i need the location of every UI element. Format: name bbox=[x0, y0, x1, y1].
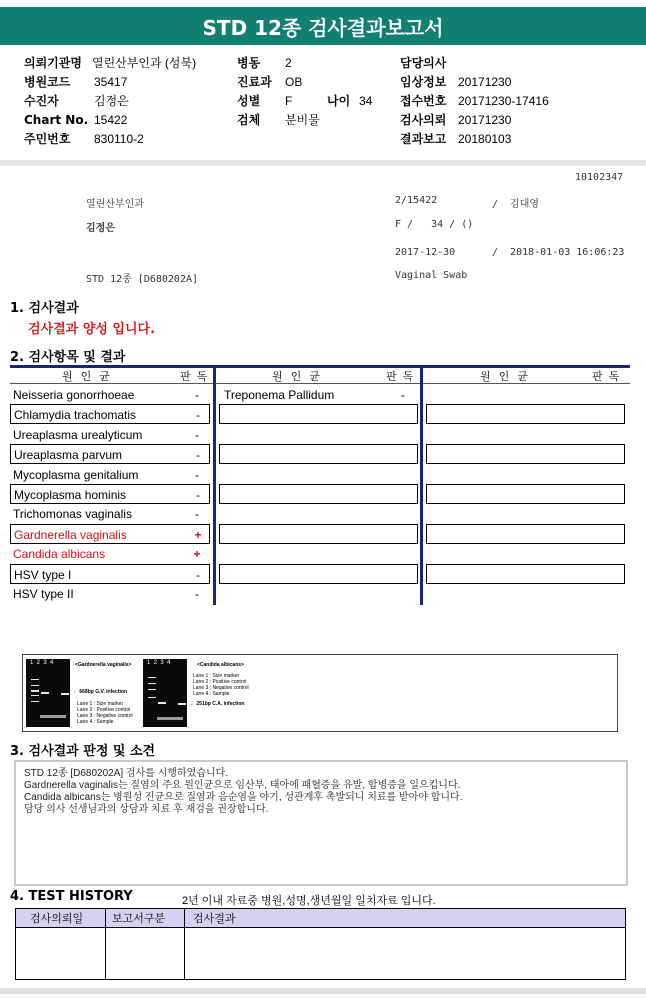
age-label: 나이 bbox=[327, 94, 351, 108]
opinion-line: STD 12종 [D680202A] 검사를 시행하였습니다. bbox=[24, 768, 229, 779]
result-row bbox=[10, 484, 210, 504]
info-value: F bbox=[285, 94, 293, 108]
gel-lane-numbers: 1 2 3 4 bbox=[147, 660, 171, 666]
info-label: 의뢰기관명 bbox=[24, 56, 82, 70]
history-col-request-date: 검사의뢰일 bbox=[30, 912, 84, 925]
header-divider bbox=[0, 160, 646, 166]
info-value: 15422 bbox=[94, 113, 128, 127]
result-row bbox=[10, 404, 210, 424]
label-specimen: Vaginal Swab bbox=[395, 270, 468, 281]
pathogen-name: Ureaplasma urealyticum bbox=[13, 428, 143, 442]
report-title: STD 12종 검사결과보고서 bbox=[0, 7, 646, 45]
pathogen-name: Neisseria gonorrhoeae bbox=[13, 388, 135, 402]
empty-cell bbox=[219, 404, 418, 424]
label-clinic: 열린산부인과 bbox=[86, 199, 144, 210]
opinion-line: Gardnerella vaginalis는 질염의 주요 원인균으로 임산부, 태아에 패혈증을 유발, 합병증을 일으킵니다. bbox=[24, 780, 461, 791]
gel-legend-gardnerella: Lane 1 : Size marker Lane 2 : Positive control Lane 3 : Negative control Lane 4 : Sample bbox=[77, 701, 133, 725]
info-label: Chart No. bbox=[24, 113, 89, 127]
empty-cell bbox=[219, 564, 418, 584]
result-row-positive bbox=[10, 544, 210, 564]
table-header-rule bbox=[10, 383, 630, 384]
info-label: 수진자 bbox=[24, 94, 59, 108]
result-value: - bbox=[196, 408, 200, 422]
pathogen-name: Chlamydia trachomatis bbox=[14, 408, 137, 422]
label-doctor: / 김대영 bbox=[492, 199, 540, 210]
info-label: 검체 bbox=[237, 113, 261, 127]
pathogen-name: Ureaplasma parvum bbox=[14, 448, 123, 462]
info-label: 진료과 bbox=[237, 75, 272, 89]
info-label: 임상정보 bbox=[400, 75, 447, 89]
result-row bbox=[220, 385, 420, 405]
section-2-heading: 2. 검사항목 및 결과 bbox=[10, 350, 126, 365]
empty-cell bbox=[426, 484, 625, 504]
info-label: 검사의뢰 bbox=[400, 113, 447, 127]
info-label: 담당의사 bbox=[400, 56, 447, 70]
info-value: 20180103 bbox=[458, 132, 512, 146]
info-col-1 bbox=[24, 54, 196, 149]
opinion-line: 담당 의사 선생님과의 상담과 치료 후 재검을 권장합니다. bbox=[24, 804, 269, 815]
gel-electrophoresis-panel bbox=[22, 654, 618, 732]
info-col-3 bbox=[400, 54, 549, 149]
history-note: 2년 이내 자료중 병원,성명,생년월일 일치자료 입니다. bbox=[182, 895, 436, 907]
gel-title-candida: <Candida albicans> bbox=[197, 662, 244, 668]
info-value: 35417 bbox=[94, 75, 128, 89]
col-header-judge: 판독 bbox=[180, 370, 214, 383]
result-row bbox=[10, 465, 210, 485]
result-value: - bbox=[196, 568, 200, 582]
history-table-header bbox=[16, 909, 625, 928]
label-patient: 김정은 bbox=[86, 223, 115, 234]
label-ward-chart: 2/15422 bbox=[395, 195, 438, 206]
age-value: 34 bbox=[359, 94, 373, 108]
info-value: 2 bbox=[285, 56, 292, 70]
result-value: + bbox=[193, 547, 201, 561]
label-code: 10102347 bbox=[575, 172, 624, 183]
gel-legend-candida: Lane 1 : Size marker Lane 2 : Positive control Lane 3 : Negative control Lane 4 : Sample bbox=[193, 673, 249, 697]
pathogen-name: HSV type II bbox=[13, 587, 74, 601]
empty-cell bbox=[219, 444, 418, 464]
footer-divider bbox=[0, 988, 646, 994]
history-divider bbox=[184, 909, 185, 979]
history-divider bbox=[105, 909, 106, 979]
col-header-judge: 판독 bbox=[592, 370, 626, 383]
result-value: - bbox=[195, 428, 199, 442]
info-label: 주민번호 bbox=[24, 132, 71, 146]
info-col-2 bbox=[237, 54, 372, 130]
result-row bbox=[10, 385, 210, 405]
result-value: - bbox=[195, 388, 199, 402]
result-row bbox=[10, 444, 210, 464]
pathogen-name: Mycoplasma genitalium bbox=[13, 468, 139, 482]
empty-cell bbox=[426, 404, 625, 424]
positive-result-message: 검사결과 양성 입니다. bbox=[28, 322, 156, 337]
info-value: 김정은 bbox=[94, 94, 129, 108]
result-row bbox=[10, 564, 210, 584]
label-date-to: / 2018-01-03 16:06:23 bbox=[492, 247, 625, 258]
opinion-line: Candida albicans는 병원성 진균으로 질염과 음순염을 야기, 성관계후 촉발되니 치료를 받아야 합니다. bbox=[24, 792, 463, 803]
history-col-report-type: 보고서구분 bbox=[112, 912, 166, 925]
result-value: - bbox=[195, 468, 199, 482]
empty-cell bbox=[426, 524, 625, 544]
info-label: 접수번호 bbox=[400, 94, 447, 108]
info-label: 병동 bbox=[237, 56, 261, 70]
info-value: 20171230-17416 bbox=[458, 94, 549, 108]
pathogen-name: Treponema Pallidum bbox=[224, 388, 335, 402]
result-row bbox=[10, 425, 210, 445]
result-row-positive bbox=[10, 524, 210, 544]
info-value: 20171230 bbox=[458, 113, 512, 127]
info-value: 분비물 bbox=[285, 113, 320, 127]
column-divider bbox=[420, 365, 423, 605]
column-divider bbox=[213, 365, 216, 605]
result-row bbox=[10, 584, 210, 604]
info-value: 830110-2 bbox=[94, 132, 144, 146]
empty-cell bbox=[426, 564, 625, 584]
empty-cell bbox=[219, 524, 418, 544]
section-1-heading: 1. 검사결과 bbox=[10, 301, 79, 316]
info-label: 결과보고 bbox=[400, 132, 447, 146]
history-col-result: 검사결과 bbox=[193, 912, 236, 925]
col-header-judge: 판독 bbox=[386, 370, 420, 383]
label-date-from: 2017-12-30 bbox=[395, 247, 456, 258]
result-value: - bbox=[196, 488, 200, 502]
section-3-heading: 3. 검사결과 판정 및 소견 bbox=[10, 744, 156, 759]
col-header-pathogen: 원인균 bbox=[62, 370, 118, 383]
gel-image-candida bbox=[143, 659, 187, 727]
result-value: - bbox=[195, 587, 199, 601]
pathogen-name: Candida albicans bbox=[13, 547, 106, 561]
gel-lane-numbers: 1 2 3 4 bbox=[30, 660, 54, 666]
pathogen-name: Trichomonas vaginalis bbox=[13, 507, 132, 521]
gel-title-gardnerella: <Gardnerella vaginalis> bbox=[75, 662, 132, 668]
label-test-name: STD 12종 [D680202A] bbox=[86, 274, 199, 285]
section-4-heading: 4. TEST HISTORY bbox=[10, 889, 133, 904]
gel-band-label-candida: ← 251bp C.A. infection bbox=[190, 701, 245, 707]
info-value: OB bbox=[285, 75, 303, 89]
result-value: - bbox=[195, 507, 199, 521]
info-value: 20171230 bbox=[458, 75, 512, 89]
info-label: 성별 bbox=[237, 94, 261, 108]
label-sex-age: F / 34 / () bbox=[395, 219, 474, 230]
opinion-box bbox=[14, 760, 628, 886]
result-value: - bbox=[401, 388, 405, 402]
pathogen-name: HSV type I bbox=[14, 568, 72, 582]
info-label: 병원코드 bbox=[24, 75, 71, 89]
result-row bbox=[10, 504, 210, 524]
col-header-pathogen: 원인균 bbox=[272, 370, 328, 383]
col-header-pathogen: 원인균 bbox=[480, 370, 536, 383]
empty-cell bbox=[426, 444, 625, 464]
gel-image-gardnerella bbox=[26, 659, 70, 727]
empty-cell bbox=[219, 484, 418, 504]
info-value: 열린산부인과 (성북) bbox=[92, 56, 197, 70]
pathogen-name: Gardnerella vaginalis bbox=[14, 528, 127, 542]
pathogen-name: Mycoplasma hominis bbox=[14, 488, 127, 502]
result-value: - bbox=[196, 448, 200, 462]
result-value: + bbox=[194, 528, 202, 542]
gel-band-label-gardnerella: ← 668bp G.V. infection bbox=[73, 689, 127, 695]
history-table bbox=[15, 908, 626, 980]
